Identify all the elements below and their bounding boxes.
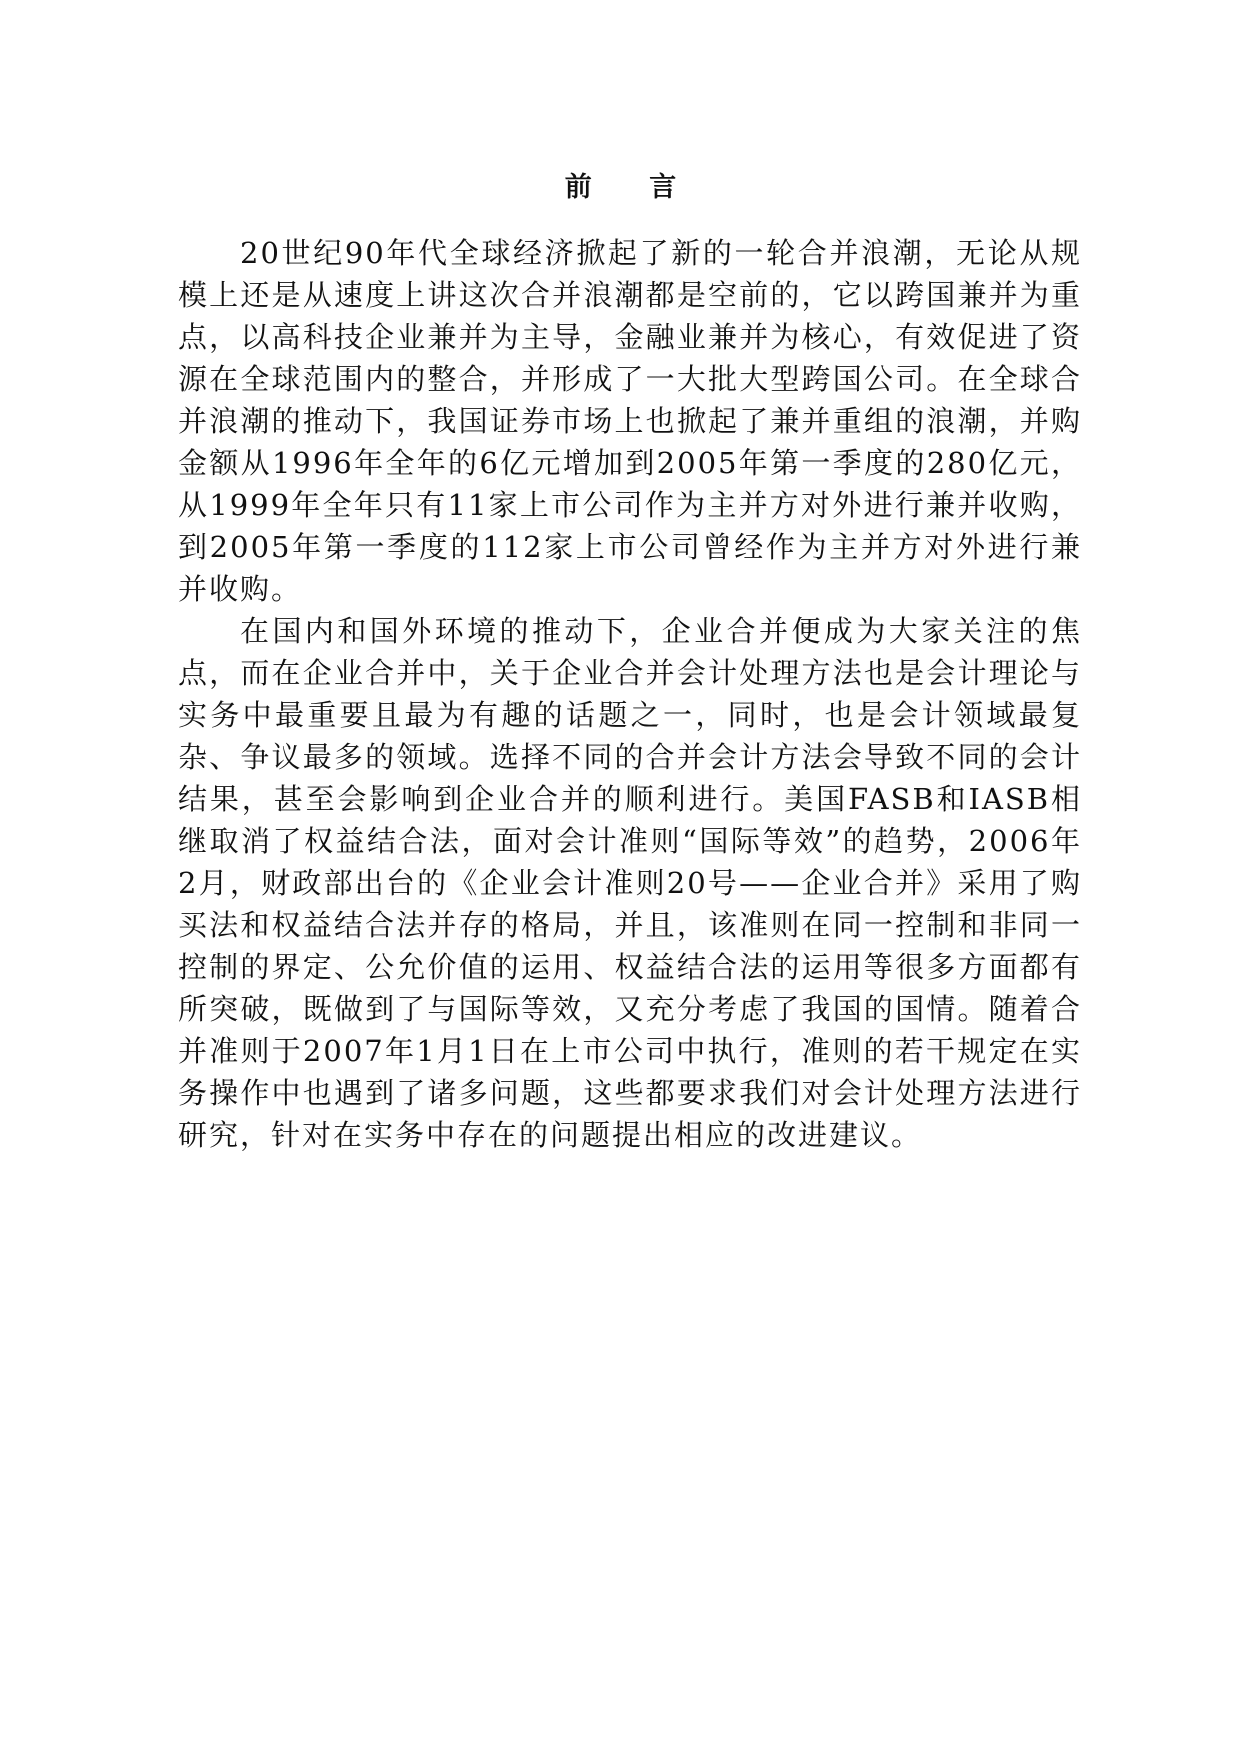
document-body <box>178 232 1082 1156</box>
page-title: 前 言 <box>564 172 701 203</box>
paragraph-2: 在国内和国外环境的推动下，企业合并便成为大家关注的焦点，而在企业合并中，关于企业合并会计处理方法也是会计理论与实务中最重要且最为有趣的话题之一，同时，也是会计领域最复杂、争议最多的领域。选择不同的合并会计方法会导致不同的会计结果，甚至会影响到企业合并的顺利进行。美国FASB和IASB相继取消了权益结合法，面对会计准则“国际等效”的趋势，2006年2月，财政部出台的《企业会计准则20号——企业合并》采用了购买法和权益结合法并存的格局，并且，该准则在同一控制和非同一控制的界定、公允价值的运用、权益结合法的运用等很多方面都有所突破，既做到了与国际等效，又充分考虑了我国的国情。随着合并准则于2007年1月1日在上市公司中执行，准则的若干规定在实务操作中也遇到了诸多问题，这些都要求我们对会计处理方法进行研究，针对在实务中存在的问题提出相应的改进建议。 <box>178 614 1082 1152</box>
paragraph-1: 20世纪90年代全球经济掀起了新的一轮合并浪潮，无论从规模上还是从速度上讲这次合并浪潮都是空前的，它以跨国兼并为重点，以高科技企业兼并为主导，金融业兼并为核心，有效促进了资源在全球范围内的整合，并形成了一大批大型跨国公司。在全球合并浪潮的推动下，我国证券市场上也掀起了兼并重组的浪潮，并购金额从1996年全年的6亿元增加到2005年第一季度的280亿元，从1999年全年只有11家上市公司作为主并方对外进行兼并收购，到2005年第一季度的112家上市公司曾经作为主并方对外进行兼并收购。 <box>178 236 1082 606</box>
